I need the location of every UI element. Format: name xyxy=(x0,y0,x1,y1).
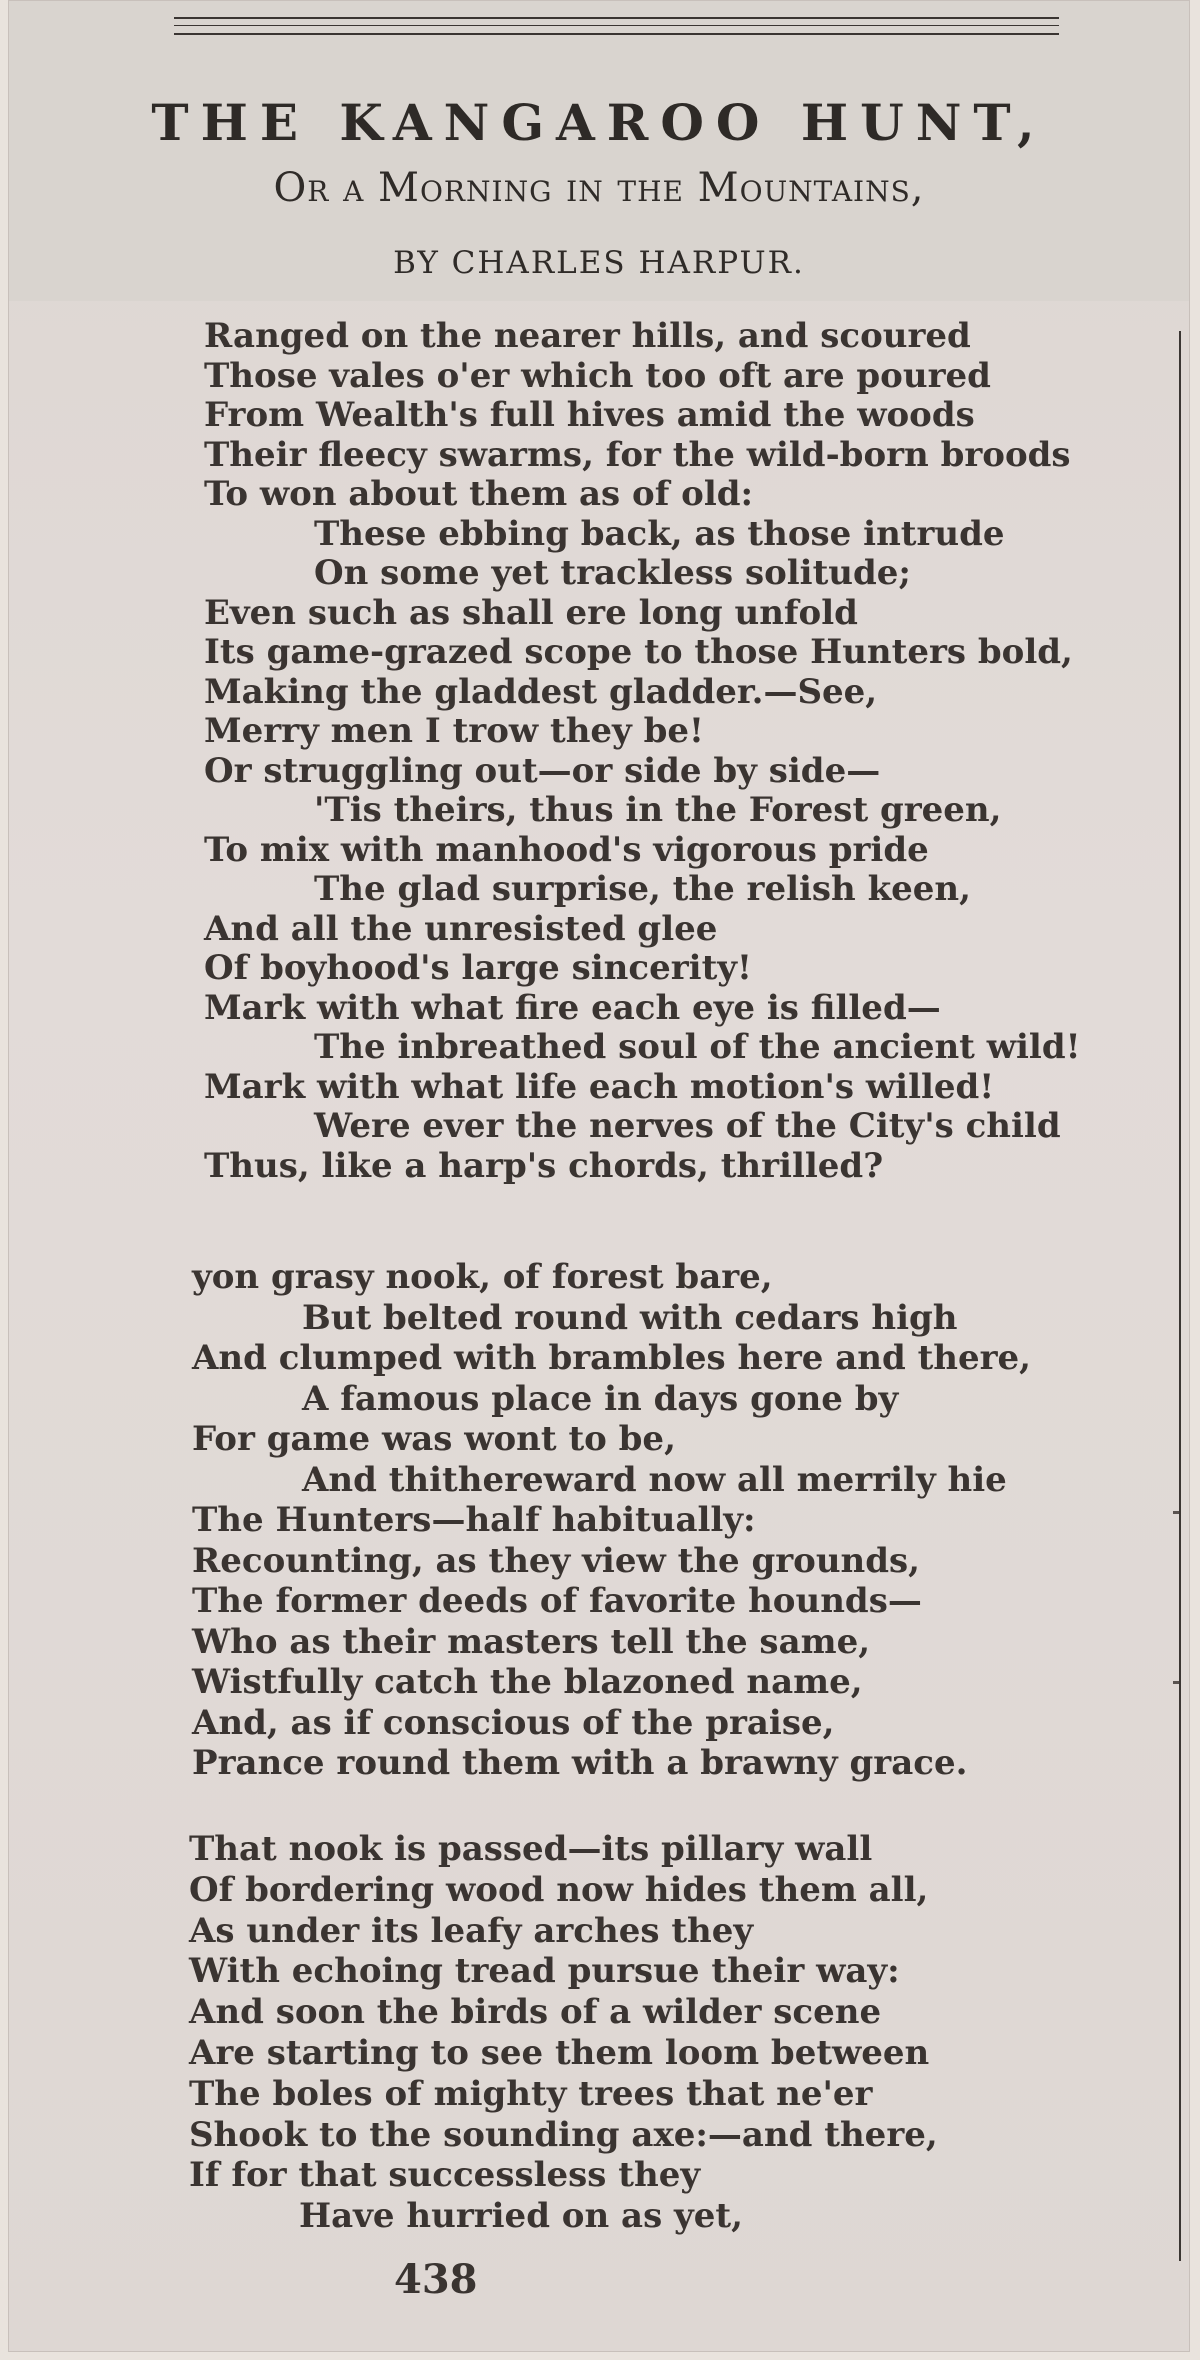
poem-title: THE KANGAROO HUNT, xyxy=(151,93,1047,152)
poem-line: Making the gladdest gladder.—See, xyxy=(204,671,878,712)
poem-line: These ebbing back, as those intrude xyxy=(314,513,1005,554)
poem-line: Prance round them with a brawny grace. xyxy=(192,1743,968,1783)
poem-line: Of bordering wood now hides them all, xyxy=(189,1869,929,1910)
poem-line: And all the unresisted glee xyxy=(204,908,718,949)
poem-line: If for that successless they xyxy=(189,2155,701,2196)
column-rule-mark xyxy=(1173,1511,1179,1514)
poem-line: Mark with what life each motion's willed! xyxy=(204,1066,995,1107)
newspaper-page xyxy=(8,0,1190,2352)
poem-line: Of boyhood's large sincerity! xyxy=(204,948,752,988)
poem-line: A famous place in days gone by xyxy=(302,1378,899,1419)
poem-line: The glad surprise, the relish keen, xyxy=(314,869,971,909)
poem-line: Shook to the sounding axe:—and there, xyxy=(189,2114,938,2155)
poem-line: And, as if conscious of the praise, xyxy=(192,1702,835,1743)
column-rule xyxy=(1179,331,1181,2261)
page-number: 438 xyxy=(394,2256,478,2303)
poem-line: And clumped with brambles here and there, xyxy=(192,1338,1032,1378)
poem-line: Thus, like a harp's chords, thrilled? xyxy=(204,1145,884,1186)
poem-line: Have hurried on as yet, xyxy=(299,2196,743,2237)
poem-line: To won about them as of old: xyxy=(204,474,754,514)
poem-line: To mix with manhood's vigorous pride xyxy=(204,829,929,870)
poem-line: The boles of mighty trees that ne'er xyxy=(189,2073,873,2114)
poem-line: Even such as shall ere long unfold xyxy=(204,592,858,633)
poem-line: That nook is passed—its pillary wall xyxy=(189,1829,873,1869)
poem-line: With echoing tread pursue their way: xyxy=(189,1951,900,1992)
poem-line: Were ever the nerves of the City's child xyxy=(314,1106,1061,1146)
poem-line: The former deeds of favorite hounds— xyxy=(192,1581,922,1621)
poem-line: Or struggling out—or side by side— xyxy=(204,750,881,791)
poem-line: The Hunters—half habitually: xyxy=(192,1500,756,1540)
poem-line: From Wealth's full hives amid the woods xyxy=(204,395,975,435)
poem-line: The inbreathed soul of the ancient wild! xyxy=(314,1027,1081,1067)
top-rule-thin xyxy=(174,25,1059,26)
poem-subtitle: Or a Morning in the Mountains, xyxy=(273,165,925,211)
top-rule xyxy=(174,17,1059,19)
poem-line: Its game-grazed scope to those Hunters bold, xyxy=(204,632,1073,672)
poem-line: Wistfully catch the blazoned name, xyxy=(192,1662,863,1702)
poem-line: Ranged on the nearer hills, and scoured xyxy=(204,316,971,356)
poem-line: Those vales o'er which too oft are poured xyxy=(204,355,991,396)
top-rule-bottom xyxy=(174,33,1059,35)
column-rule-mark xyxy=(1173,1681,1179,1684)
poem-line: Are starting to see them loom between xyxy=(189,2033,930,2073)
poem-line: For game was wont to be, xyxy=(192,1419,676,1459)
poem-line: Recounting, as they view the grounds, xyxy=(192,1540,921,1581)
poem-line: On some yet trackless solitude; xyxy=(314,553,911,593)
poem-line: Merry men I trow they be! xyxy=(204,711,704,751)
poem-line: And soon the birds of a wilder scene xyxy=(189,1992,882,2033)
poem-line: As under its leafy arches they xyxy=(189,1910,754,1951)
author-byline: BY CHARLES HARPUR. xyxy=(393,245,805,281)
poem-line: Their fleecy swarms, for the wild-born broods xyxy=(204,434,1071,475)
poem-line: Mark with what fire each eye is filled— xyxy=(204,987,941,1028)
poem-line: Who as their masters tell the same, xyxy=(192,1621,871,1662)
poem-line: yon grasy nook, of forest bare, xyxy=(192,1257,773,1297)
poem-line: But belted round with cedars high xyxy=(302,1297,958,1338)
poem-line: And thithereward now all merrily hie xyxy=(302,1459,1007,1500)
poem-line: 'Tis theirs, thus in the Forest green, xyxy=(314,790,1002,830)
